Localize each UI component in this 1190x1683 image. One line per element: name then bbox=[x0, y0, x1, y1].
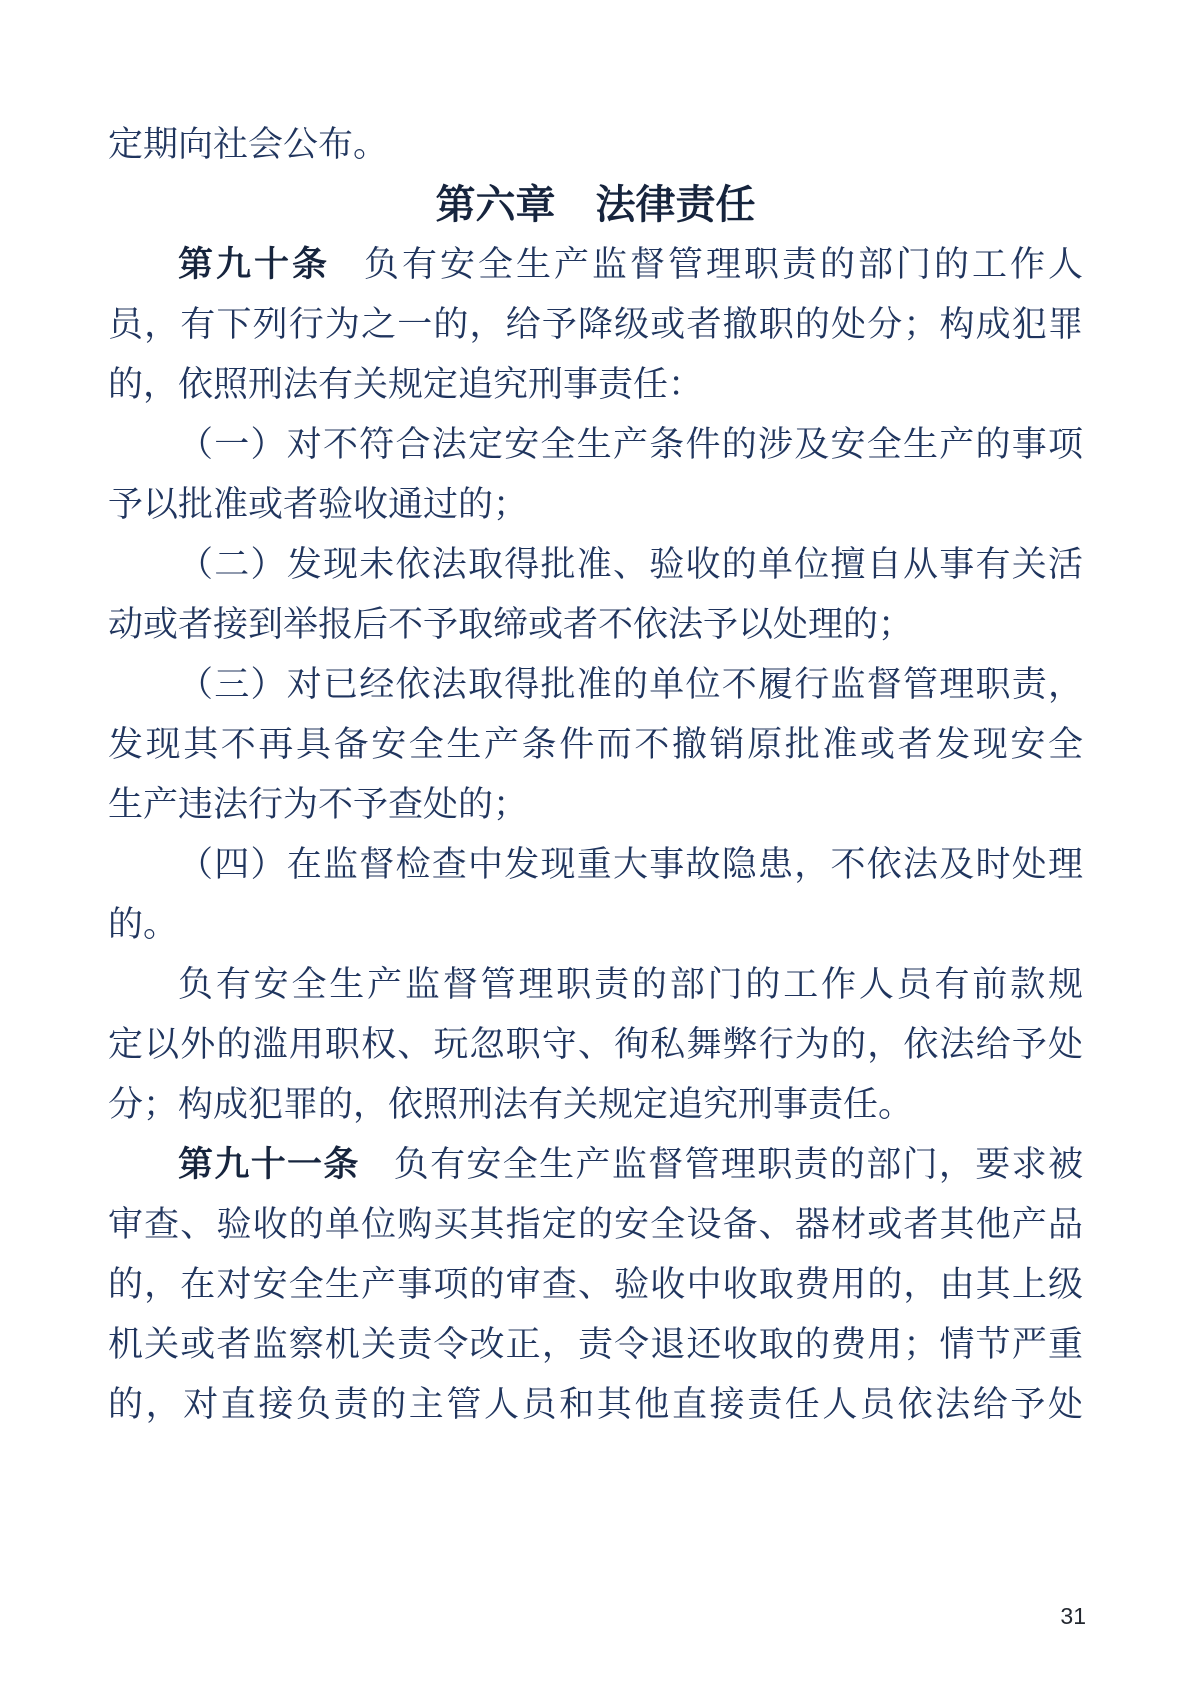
text-line: 员，有下列行为之一的，给予降级或者撤职的处分；构成犯罪 bbox=[108, 305, 1083, 344]
text-line: 的，依照刑法有关规定追究刑事责任： bbox=[108, 365, 704, 404]
text-line: 机关或者监察机关责令改正，责令退还收取的费用；情节严重 bbox=[108, 1325, 1083, 1364]
text-line: 审查、验收的单位购买其指定的安全设备、器材或者其他产品 bbox=[108, 1205, 1083, 1244]
text-line: 发现其不再具备安全生产条件而不撤销原批准或者发现安全 bbox=[108, 725, 1083, 764]
text-line: 的，在对安全生产事项的审查、验收中收取费用的，由其上级 bbox=[108, 1265, 1083, 1304]
chapter-heading: 第六章 法律责任 bbox=[435, 183, 756, 227]
page-number: 31 bbox=[1060, 1603, 1086, 1629]
text-line: 定期向社会公布。 bbox=[108, 125, 389, 164]
text-line: 的。 bbox=[108, 905, 179, 944]
text-line: （四）在监督检查中发现重大事故隐患，不依法及时处理 bbox=[178, 845, 1083, 884]
text-line: 第九十条 负有安全生产监督管理职责的部门的工作人 bbox=[178, 245, 1083, 284]
document-body bbox=[108, 115, 1083, 1435]
text-line: 负有安全生产监督管理职责的部门的工作人员有前款规 bbox=[178, 965, 1083, 1004]
text-line: 定以外的滥用职权、玩忽职守、徇私舞弊行为的，依法给予处 bbox=[108, 1025, 1083, 1064]
text-line: 生产违法行为不予查处的； bbox=[108, 785, 529, 824]
article-number: 第九十条 bbox=[178, 245, 330, 284]
article-number: 第九十一条 bbox=[178, 1145, 360, 1184]
text-line: （一）对不符合法定安全生产条件的涉及安全生产的事项 bbox=[178, 425, 1083, 464]
text-line: 第九十一条 负有安全生产监督管理职责的部门，要求被 bbox=[178, 1145, 1083, 1184]
text-line: （三）对已经依法取得批准的单位不履行监督管理职责， bbox=[178, 665, 1083, 704]
text-line: 分；构成犯罪的，依照刑法有关规定追究刑事责任。 bbox=[108, 1085, 914, 1124]
text-line: （二）发现未依法取得批准、验收的单位擅自从事有关活 bbox=[178, 545, 1083, 584]
text-line: 动或者接到举报后不予取缔或者不依法予以处理的； bbox=[108, 605, 914, 644]
text-line: 的，对直接负责的主管人员和其他直接责任人员依法给予处 bbox=[108, 1385, 1083, 1424]
text-line: 予以批准或者验收通过的； bbox=[108, 485, 529, 524]
